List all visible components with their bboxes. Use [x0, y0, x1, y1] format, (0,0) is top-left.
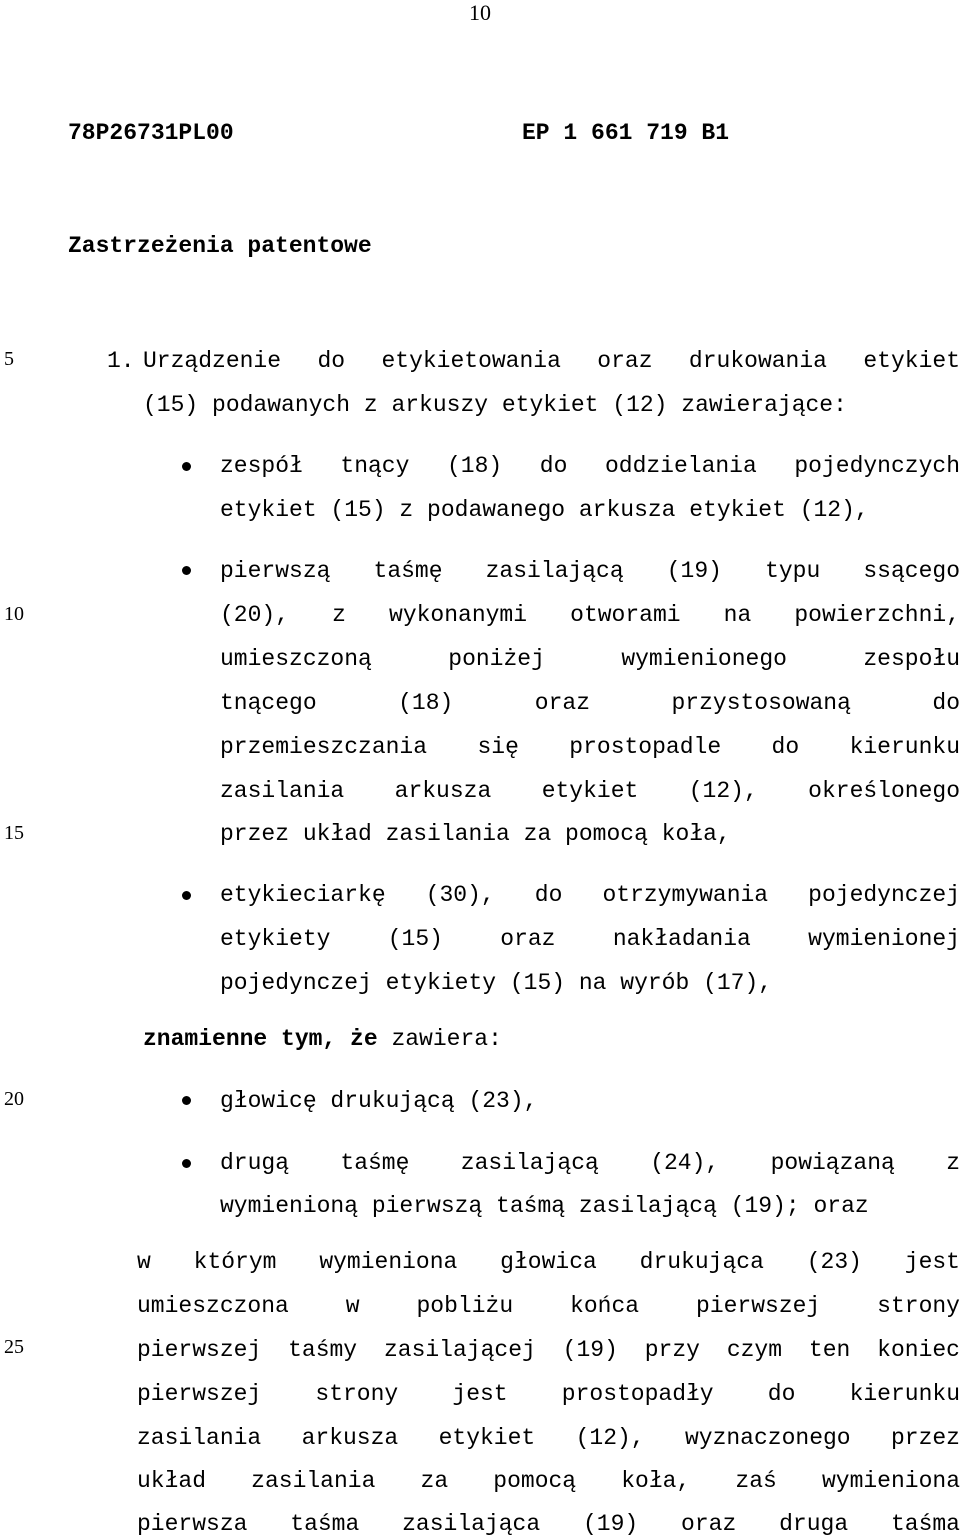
bullet-icon [182, 1096, 191, 1105]
item-first-belt-line: tnącego (18) oraz przystosowaną do [220, 690, 960, 716]
claim-intro-line: Urządzenie do etykietowania oraz drukowania etykiet [143, 348, 960, 374]
item-first-belt-line: (20), z wykonanymi otworami na powierzchni, [220, 602, 960, 628]
item-first-belt-line: pierwszą taśmę zasilającą (19) typu ssącego [220, 558, 960, 584]
characterizing-phrase: znamienne tym, że [143, 1026, 378, 1052]
item-labeler-line: etykieciarkę (30), do otrzymywania pojedynczej [220, 882, 960, 908]
bullet-icon [182, 1159, 191, 1168]
bullet-icon [182, 462, 191, 471]
final-paragraph-line: umieszczona w pobliżu końca pierwszej strony [137, 1293, 960, 1319]
item-first-belt-line: umieszczoną poniżej wymienionego zespołu [220, 646, 960, 672]
final-paragraph-line: pierwszej taśmy zasilającej (19) przy czym ten koniec [137, 1337, 960, 1363]
document-code: 78P26731PL00 [68, 120, 234, 146]
claim-number: 1. [107, 348, 135, 374]
characterizing-rest: zawiera: [391, 1026, 502, 1052]
item-second-belt-line: wymienioną pierwszą taśmą zasilającą (19); oraz [220, 1193, 869, 1219]
final-paragraph-line: układ zasilania za pomocą koła, zaś wymieniona [137, 1468, 960, 1494]
final-paragraph-line: pierwszej strony jest prostopadły do kierunku [137, 1381, 960, 1407]
item-first-belt-line: przez układ zasilania za pomocą koła, [220, 821, 731, 847]
item-first-belt-line: zasilania arkusza etykiet (12), określonego [220, 778, 960, 804]
item-labeler-line: etykiety (15) oraz nakładania wymienionej [220, 926, 960, 952]
item-cutting-unit-line: etykiet (15) z podawanego arkusza etykiet (12), [220, 497, 869, 523]
item-cutting-unit-line: zespół tnący (18) do oddzielania pojedynczych [220, 453, 960, 479]
item-labeler-line: pojedynczej etykiety (15) na wyrób (17), [220, 970, 773, 996]
final-paragraph-line: pierwsza taśma zasilająca (19) oraz druga taśma [137, 1511, 960, 1537]
item-second-belt-line: drugą taśmę zasilającą (24), powiązaną z [220, 1150, 960, 1176]
final-paragraph-line: w którym wymieniona głowica drukująca (23) jest [137, 1249, 960, 1275]
line-number-10: 10 [4, 603, 24, 625]
final-paragraph-line: zasilania arkusza etykiet (12), wyznaczonego przez [137, 1425, 960, 1451]
patent-number: EP 1 661 719 B1 [522, 120, 730, 146]
claim-intro-line: (15) podawanych z arkuszy etykiet (12) zawierające: [143, 392, 847, 418]
item-first-belt-line: przemieszczania się prostopadle do kierunku [220, 734, 960, 760]
characterizing-clause [143, 1025, 502, 1053]
page-number: 10 [469, 0, 491, 25]
bullet-icon [182, 566, 191, 575]
line-number-15: 15 [4, 822, 24, 844]
bullet-icon [182, 891, 191, 900]
line-number-20: 20 [4, 1088, 24, 1110]
section-title: Zastrzeżenia patentowe [68, 233, 372, 259]
line-number-5: 5 [4, 348, 14, 370]
item-print-head-line: głowicę drukującą (23), [220, 1088, 538, 1114]
line-number-25: 25 [4, 1336, 24, 1358]
